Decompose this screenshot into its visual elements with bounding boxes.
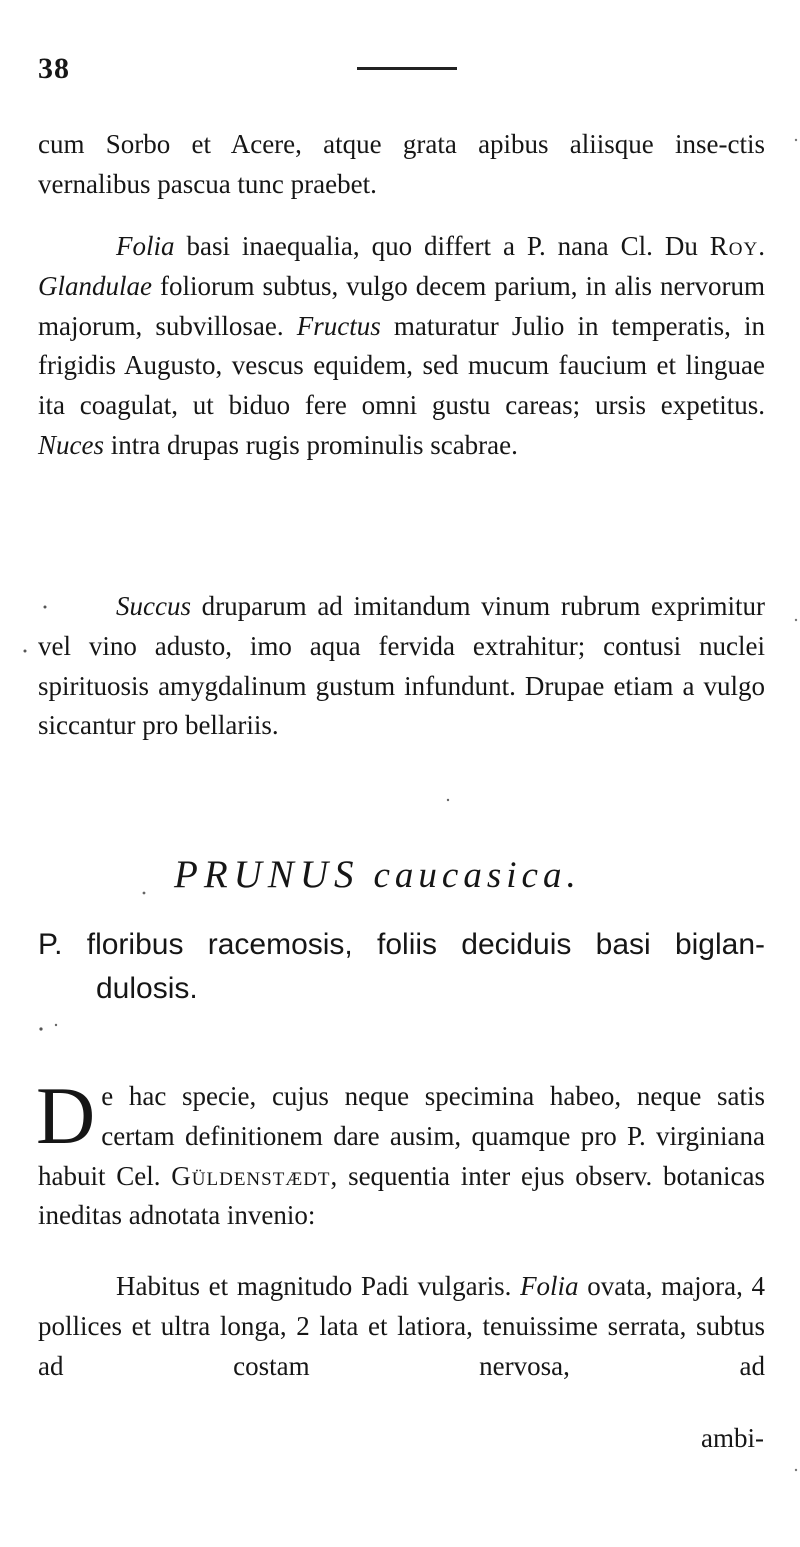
species-epithet: caucasica. <box>373 855 581 896</box>
ink-speck <box>55 1024 57 1026</box>
species-diagnosis <box>38 923 765 1011</box>
catchword: ambi- <box>701 1423 764 1453</box>
paragraph-text: maturatur Julio in temperatis, in frigidis Augusto, vescus equidem, sed mucum faucium et linguae ita coagulat, ut biduo fere omni gustu careas; ursis expetitus. <box>38 310 765 421</box>
species-heading <box>174 852 581 897</box>
paragraph-folia <box>38 227 765 466</box>
ink-speck <box>24 650 27 653</box>
header-rule <box>357 67 457 70</box>
paragraph-description <box>36 1070 765 1236</box>
term-folia: Folia <box>520 1271 579 1301</box>
paragraph-text: e hac specie, cujus neque specimina habeo, neque satis certam definitionem dare ausim, quamque pro P. virginiana habuit Cel. <box>38 1081 765 1191</box>
paragraph-text: basi inaequalia, quo differt a P. nana Cl. Du <box>174 231 710 261</box>
ink-speck <box>447 799 449 801</box>
paragraph-text: ovata, majora, 4 pollices et ultra longa, 2 lata et latiora, tenuissime serrata, subtus ad costam nervosa, ad <box>38 1271 766 1381</box>
ink-speck <box>795 619 797 621</box>
paragraph-text: . <box>758 231 765 261</box>
ink-speck <box>143 892 146 895</box>
paragraph-succus <box>38 587 765 746</box>
paragraph-continuation <box>38 125 765 205</box>
page-number: 38 <box>38 52 70 85</box>
term-nuces: Nuces <box>38 429 104 460</box>
paragraph-text: intra drupas rugis prominulis scabrae. <box>103 429 518 460</box>
paragraph-text: Habitus et magnitudo Padi vulgaris. <box>116 1271 521 1301</box>
term-fructus: Fructus <box>296 310 381 341</box>
ink-speck <box>39 1027 42 1030</box>
paragraph-text: , sequentia inter ejus observ. botanicas ineditas adnotata invenio: <box>38 1160 765 1231</box>
drop-cap: D <box>36 1070 96 1161</box>
author-guldenstaedt: Güldenstædt <box>171 1160 331 1191</box>
term-glandulae: Glandulae <box>38 270 152 301</box>
diagnosis-line-1: P. floribus racemosis, foliis deciduis basi biglan- <box>38 928 765 961</box>
ink-speck <box>795 139 797 141</box>
genus-name: PRUNUS <box>174 853 360 896</box>
diagnosis-line-2: dulosis. <box>96 972 198 1005</box>
paragraph-text: druparum ad imitandum vinum rubrum exprimitur vel vino adusto, imo aqua fervida extrahitur; contusi nuclei spirituosis amygdalinum gustum infundunt. Drupae etiam a vulgo siccantur pro bellariis. <box>38 591 765 741</box>
author-roy: Roy <box>709 231 759 261</box>
term-succus: Succus <box>116 591 191 621</box>
paragraph-text: cum Sorbo et Acere, atque grata apibus aliisque inse-ctis vernalibus pascua tunc praebet. <box>38 129 765 199</box>
ink-speck <box>795 1469 797 1471</box>
term-folia: Folia <box>116 231 175 261</box>
paragraph-text: foliorum subtus, vulgo decem parium, in alis nervorum majorum, subvillosae. <box>38 270 765 341</box>
paragraph-habitus <box>38 1267 765 1386</box>
